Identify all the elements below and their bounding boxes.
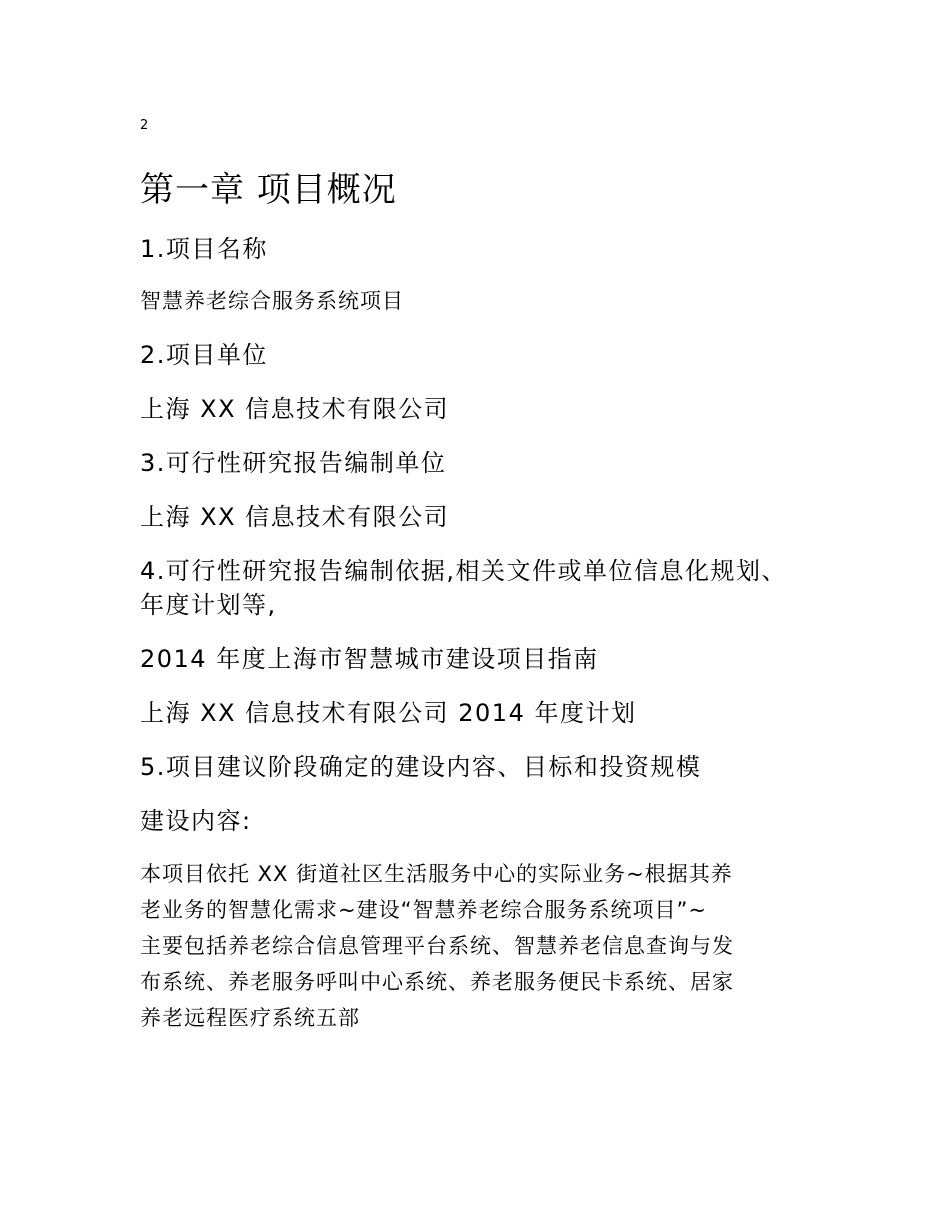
body-line-1: 本项目依托 XX 街道社区生活服务中心的实际业务~根据其养 <box>140 862 733 886</box>
construction-content-body <box>140 856 820 1036</box>
body-line-3: 主要包括养老综合信息管理平台系统、智慧养老信息查询与发 <box>140 934 734 958</box>
report-compiler-unit: 上海 XX 信息技术有限公司 <box>140 503 450 531</box>
page-number: 2 <box>140 118 149 133</box>
body-line-5: 养老远程医疗系统五部 <box>140 1006 360 1030</box>
project-unit: 上海 XX 信息技术有限公司 <box>140 395 450 423</box>
document-content <box>140 118 820 1036</box>
section-4-heading-line-1: 4.可行性研究报告编制依据,相关文件或单位信息化规划、 <box>140 557 788 585</box>
basis-item-1: 2014 年度上海市智慧城市建设项目指南 <box>140 645 599 673</box>
section-3-heading: 3.可行性研究报告编制单位 <box>140 449 447 477</box>
section-2-heading: 2.项目单位 <box>140 341 268 369</box>
section-1-heading: 1.项目名称 <box>140 235 268 263</box>
section-4-heading-line-2: 年度计划等, <box>140 591 277 619</box>
basis-item-2: 上海 XX 信息技术有限公司 2014 年度计划 <box>140 699 637 727</box>
body-line-4: 布系统、养老服务呼叫中心系统、养老服务便民卡系统、居家 <box>140 970 734 994</box>
section-5-heading: 5.项目建议阶段确定的建设内容、目标和投资规模 <box>140 753 702 781</box>
section-4-heading <box>140 554 820 622</box>
construction-content-label: 建设内容: <box>140 807 252 835</box>
project-name: 智慧养老综合服务系统项目 <box>140 289 404 313</box>
chapter-title: 第一章 项目概况 <box>140 170 397 210</box>
body-line-2: 老业务的智慧化需求~建设“智慧养老综合服务系统项目”~ <box>140 898 707 922</box>
